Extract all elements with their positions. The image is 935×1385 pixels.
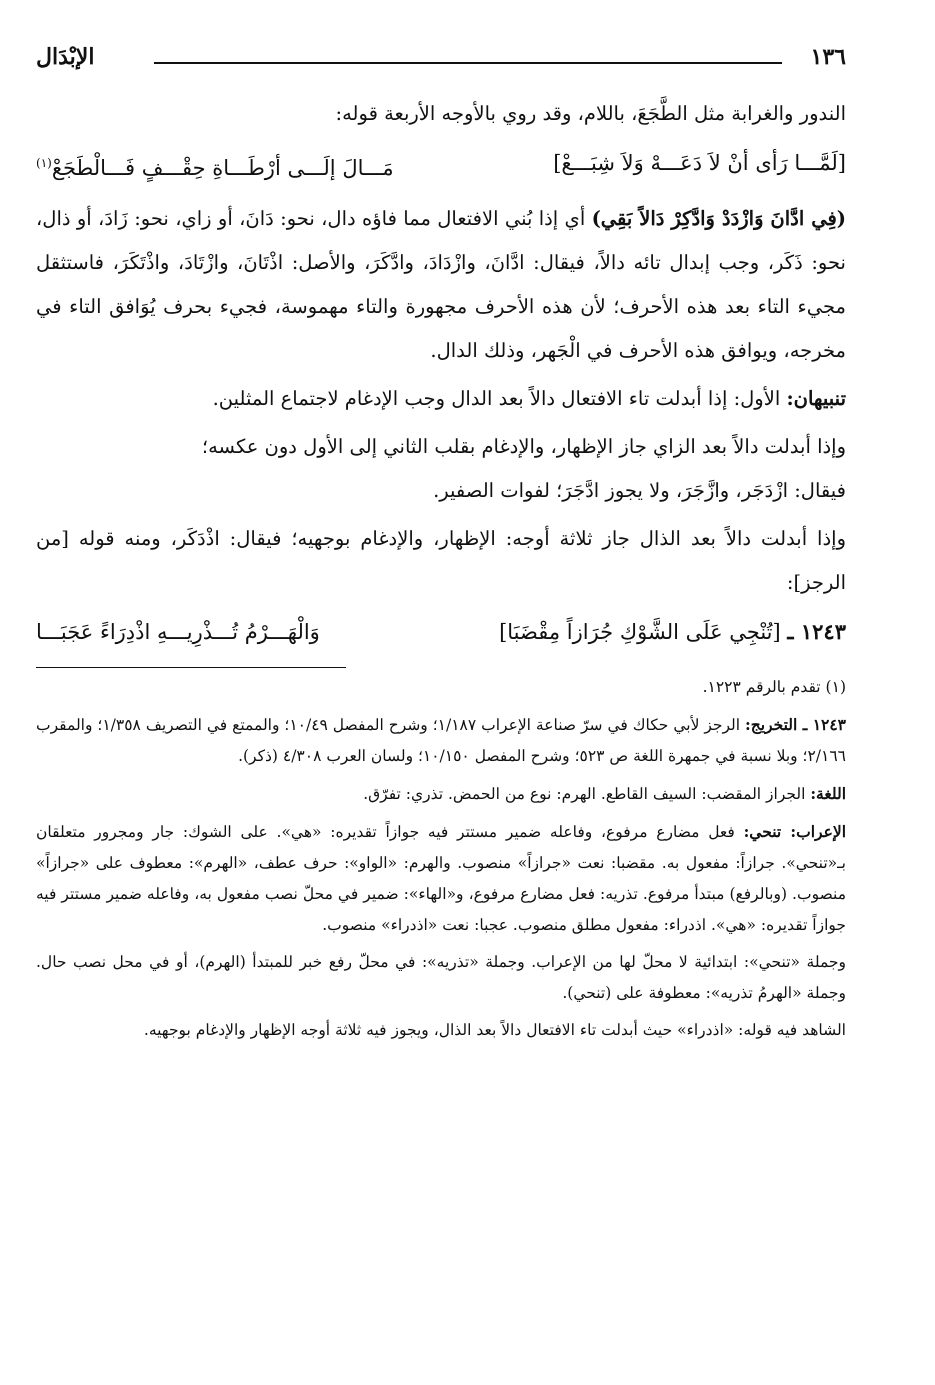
- rule-text-bold: (فِي ادَّانَ وَازْدَدْ وَادَّكِرْ دَالاً بَقِي): [591, 207, 846, 230]
- zay-paragraph: وإذا أبدلت دالاً بعد الزاي جاز الإظهار، والإدغام بقلب الثاني إلى الأول دون عكسه؛ فيقال: ازْدَجَر، وازَّجَرَ، ولا يجوز ادَّجَرَ؛ لفوات الصفير.: [201, 435, 846, 502]
- dhal-paragraph: وإذا أبدلت دالاً بعد الذال جاز ثلاثة أوجه: الإظهار، والإدغام بوجهيه؛ فيقال: اذْدَكَر، ومنه قوله [من الرجز]:: [36, 527, 846, 594]
- verse-number: ١٢٤٣ ـ: [787, 619, 846, 644]
- footnote-jumla: وجملة «تنحي»: ابتدائية لا محلّ لها من الإعراب. وجملة «تذريه»: في محلّ رفع خبر للمبتدأ (الهرم)، أو في محل نصب حال. وجملة «الهرمُ تذريه»: معطوفة على (تنحي).: [36, 953, 846, 1002]
- verse-1243-hemistich-2: وَالْهَـــرْمُ تُـــذْرِيـــهِ اذْدِرَاءً عَجَبَـــا: [36, 620, 320, 644]
- rule-explanation: أي إذا بُني الافتعال مما فاؤه دال، نحو: دَانَ، أو زاي، نحو: زَادَ، أو ذال، نحو: ذَكَر، وجب إبدال تائه دالاً، فيقال: ادَّانَ، وازْدَادَ، وادَّكَرَ، والأصل: اذْتَانَ، وازْتَادَ، واذْتَكَرَ، فاستثقل مجيء التاء بعد هذه الأحرف؛ لأن هذه الأحرف مجهورة والتاء مهموسة، فجيء بحرف يُوَافق التاء في مخرجه، ويوافق هذه الأحرف في الْجَهر، وذلك الدال.: [36, 207, 846, 362]
- footnote-lugha: اللغة: الجراز المقضب: السيف القاطع. الهرم: نوع من الحمض. تذري: تفرّق.: [363, 784, 846, 803]
- rule-paragraph: [36, 197, 846, 373]
- footnote-takhrij: ١٢٤٣ ـ التخريج: الرجز لأبي حكاك في سرّ صناعة الإعراب ١/١٨٧؛ وشرح المفصل ١٠/٤٩؛ والممتع في التصريف ١/٣٥٨؛ والمقرب ٢/١٦٦؛ وبلا نسبة في جمهرة اللغة ص ٥٢٣؛ وشرح المفصل ١٠/١٥٠؛ ولسان العرب ٤/٣٠٨ (ذكر).: [36, 715, 846, 765]
- chapter-title: الإبْدَال: [36, 44, 95, 70]
- verse-1243: [36, 607, 846, 657]
- footnote-irab: الإعراب: تنحي: فعل مضارع مرفوع، وفاعله ضمير مستتر فيه جوازاً تقديره: «هي». على الشوك: جار ومجرور متعلقان بـ«تنحي». جرازاً: مفعول به. مقضبا: نعت «جرازاً» منصوب. والهرم: «الواو»: حرف عطف، «الهرم»: معطوف على «جرازاً» منصوب. (وبالرفع) مبتدأ مرفوع. تذريه: فعل مضارع مرفوع، و«الهاء»: ضمير في محلّ نصب مفعول به، وفاعله ضمير مستتر فيه جوازاً تقديره: «هي». اذدراء: مفعول مطلق منصوب. عجبا: نعت «اذدراء» منصوب.: [36, 822, 846, 934]
- verse-1-hemistich-2: مَـــالَ إلَـــى أرْطَـــاةِ حِقْـــفٍ فَـــالْطَجَعْ$^{(١)}$: [36, 156, 394, 180]
- verse-1-hemistich-1: [لَمَّـــا رَأى أنْ لاَ دَعَـــهْ وَلاَ شِبَـــعْ]: [553, 151, 846, 175]
- notes-paragraph: [36, 377, 846, 421]
- footnote-rule: [36, 667, 346, 668]
- verse-1243-hemistich-1: ١٢٤٣ ـ [تُنْجِي عَلَى الشَّوْكِ جُرَازاً مِقْضَبَا]: [499, 619, 846, 644]
- footnote-marker: (١): [36, 156, 52, 170]
- notes-label: تنبيهان:: [786, 387, 846, 410]
- footnote-1: (١) تقدم بالرقم ١٢٢٣.: [702, 678, 846, 696]
- header-rule: [154, 62, 782, 64]
- footnote-shahid: الشاهد فيه قوله: «اذدراء» حيث أبدلت تاء الافتعال دالاً بعد الذال، ويجوز فيه ثلاثة أوجه الإظهار والإدغام بوجهيه.: [143, 1021, 846, 1039]
- book-page: [36, 42, 846, 1046]
- intro-line: الندور والغرابة مثل الطَّجَعَ، باللام، وقد روي بالأوجه الأربعة قوله:: [335, 102, 846, 125]
- page-header: [36, 42, 846, 78]
- verse-1: [36, 138, 846, 193]
- notes-text: الأول: إذا أبدلت تاء الافتعال دالاً بعد الدال وجب الإدغام لاجتماع المثلين.: [212, 387, 787, 410]
- page-number: ١٣٦: [810, 44, 846, 70]
